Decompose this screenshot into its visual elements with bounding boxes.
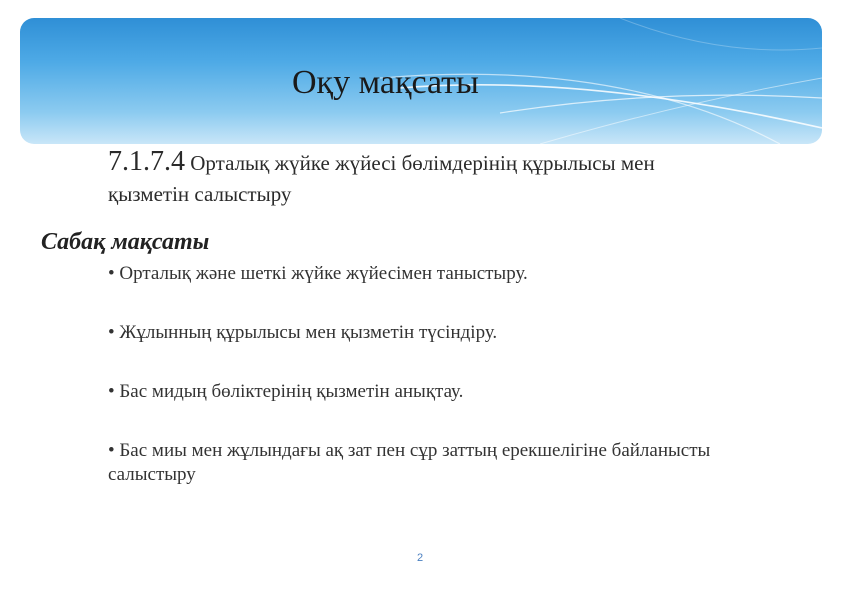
objective-code: 7.1.7.4 xyxy=(108,146,185,177)
goal-item: • Орталық және шеткі жүйке жүйесімен таныстыру. xyxy=(108,263,528,284)
goal-item: • Жұлынның құрылысы мен қызметін түсіндіру. xyxy=(108,322,498,343)
slide-title: Оқу мақсаты xyxy=(292,64,479,101)
lesson-goals-list xyxy=(108,262,768,522)
page-number: 2 xyxy=(417,552,424,564)
goal-item: • Бас мидың бөліктерінің қызметін анықтау. xyxy=(108,381,464,402)
title-banner xyxy=(20,18,822,144)
goal-item: • Бас миы мен жұлындағы ақ зат пен сұр заттың ерекшелігіне байланысты салыстыру xyxy=(108,440,711,485)
learning-objective xyxy=(108,146,728,210)
objective-text: Орталық жүйке жүйесі бөлімдерінің құрылысы мен қызметін салыстыру xyxy=(108,151,655,206)
lesson-goals-heading: Сабақ мақсаты xyxy=(41,229,210,255)
